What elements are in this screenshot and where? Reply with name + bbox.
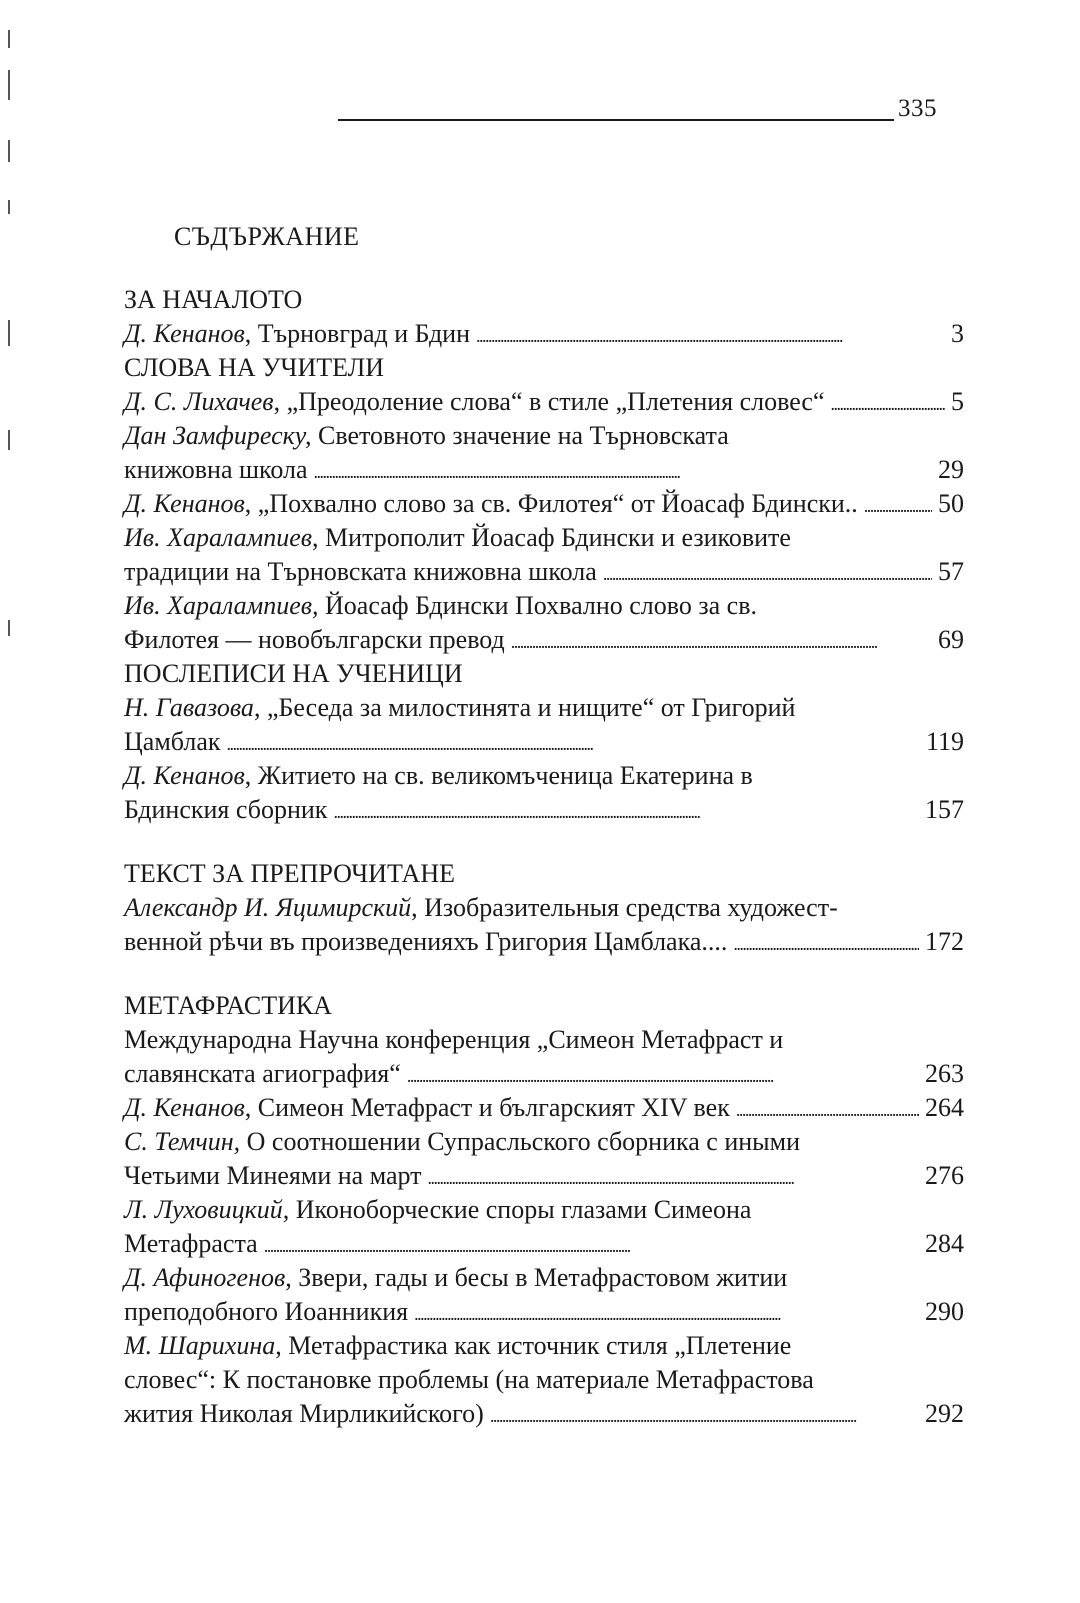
entry-text: Ив. Харалампиев, Митрополит Йоасаф Бдински и езиковите [124, 523, 791, 552]
dot-leader [733, 925, 919, 961]
entry-author: Ив. Харалампиев, [124, 591, 319, 620]
toc-entry [124, 1091, 964, 1125]
scan-edge-marks [4, 0, 14, 1603]
toc-entry-line [124, 691, 964, 725]
toc-entry [124, 1329, 964, 1431]
entry-author: Л. Луховицкий, [124, 1195, 290, 1224]
toc-entry-line [124, 891, 964, 925]
toc-entry [124, 691, 964, 759]
dot-leader [227, 725, 920, 761]
toc-entry [124, 759, 964, 827]
toc-entry [124, 487, 964, 521]
toc-entry [124, 419, 964, 487]
entry-text: Международна Научна конференция „Симеон Метафраст и [124, 1025, 784, 1054]
dot-leader [736, 1091, 919, 1127]
entry-author: Д. Кенанов [124, 761, 245, 790]
dot-leader [407, 1057, 919, 1093]
entry-page-number: 157 [925, 795, 964, 824]
entry-text: М. Шарихина, Метафрастика как источник стиля „Плетение [124, 1331, 792, 1360]
toc-entry-line [124, 793, 964, 827]
toc-entry-line [124, 1363, 964, 1397]
entry-author: Д. С. Лихачев [124, 387, 274, 416]
toc-entry-line [124, 1159, 964, 1193]
toc-entry [124, 385, 964, 419]
section-heading: ЗА НАЧАЛОТО [124, 285, 303, 314]
entry-text: Бдинския сборник [124, 795, 328, 824]
dot-leader [511, 623, 932, 659]
dot-leader [831, 385, 945, 421]
entry-text: Д. Кенанов, „Похвално слово за св. Филотея“ от Йоасаф Бдински.. [124, 489, 858, 518]
scan-mark [8, 30, 10, 48]
entry-author: С. Темчин, [124, 1127, 241, 1156]
section-gap [124, 827, 964, 857]
entry-page-number: 5 [951, 387, 964, 416]
entry-text: словес“: К постановке проблемы (на материале Метафрастова [124, 1365, 814, 1394]
entry-page-number: 57 [938, 557, 964, 586]
toc-entry-line [124, 925, 964, 959]
toc-entry [124, 589, 964, 657]
entry-text: Д. Кенанов, Житието на св. великомъченица Екатерина в [124, 761, 753, 790]
entry-author: Д. Кенанов [124, 319, 245, 348]
toc-entry [124, 317, 964, 351]
entry-text: С. Темчин, О соотношении Супрасльского сборника с иными [124, 1127, 800, 1156]
toc-entry-line [124, 1295, 964, 1329]
toc-entry [124, 891, 964, 959]
dot-leader [864, 487, 932, 523]
toc-entry-line [124, 1397, 964, 1431]
entry-text: Метафраста [124, 1229, 258, 1258]
scan-mark [8, 200, 10, 214]
page-number: 335 [898, 95, 937, 122]
entry-text: Ив. Харалампиев, Йоасаф Бдински Похвално слово за св. [124, 591, 757, 620]
entry-text: жития Николая Мирликийского) [124, 1399, 484, 1428]
dot-leader [603, 555, 932, 591]
entry-page-number: 50 [938, 489, 964, 518]
entry-text: Дан Замфиреску, Световното значение на Търновската [124, 421, 729, 450]
section-heading: МЕТАФРАСТИКА [124, 991, 332, 1020]
toc-entry-line [124, 1023, 964, 1057]
toc-entry-line [124, 1329, 964, 1363]
entry-author: Дан Замфиреску, [124, 421, 312, 450]
entry-page-number: 290 [925, 1297, 964, 1326]
entry-text: традиции на Търновската книжовна школа [124, 557, 597, 586]
dot-leader [264, 1227, 919, 1263]
entry-text: славянската агиография“ [124, 1059, 401, 1088]
section-gap [124, 959, 964, 989]
entry-page-number: 276 [925, 1161, 964, 1190]
entry-page-number: 3 [951, 319, 964, 348]
entry-text: Л. Луховицкий, Иконоборческие споры глазами Симеона [124, 1195, 752, 1224]
entry-page-number: 263 [925, 1059, 964, 1088]
section-heading: ПОСЛЕПИСИ НА УЧЕНИЦИ [124, 659, 463, 688]
entry-page-number: 172 [925, 927, 964, 956]
toc-entry-line [124, 317, 964, 351]
entry-text: Д. С. Лихачев, „Преодоление слова“ в стиле „Плетения словес“ [124, 387, 825, 416]
dot-leader [414, 1295, 919, 1331]
entry-text: Д. Кенанов, Симеон Метафраст и българският XIV век [124, 1093, 730, 1122]
toc-entry-line [124, 1091, 964, 1125]
toc-entry-line [124, 623, 964, 657]
toc-entry-line [124, 487, 964, 521]
header-rule [338, 119, 894, 121]
toc-title: СЪДЪРЖАНИЕ [174, 222, 360, 251]
dot-leader [476, 317, 945, 353]
toc-entry [124, 1023, 964, 1091]
dot-leader [490, 1397, 919, 1433]
entry-author: Д. Кенанов [124, 489, 245, 518]
entry-author: Д. Кенанов [124, 1093, 245, 1122]
entry-text: Александр И. Яцимирский, Изобразительныя средства художест- [124, 893, 838, 922]
scan-mark [8, 620, 10, 636]
toc-entry [124, 521, 964, 589]
scan-mark [8, 430, 10, 450]
entry-text: Д. Кенанов, Търновград и Бдин [124, 319, 470, 348]
entry-author: Александр И. Яцимирский [124, 893, 412, 922]
toc-entry-line [124, 555, 964, 589]
toc-entry-line [124, 1057, 964, 1091]
entry-text: Четьими Минеями на март [124, 1161, 422, 1190]
toc-entry-line [124, 1261, 964, 1295]
entry-text: Цамблак [124, 727, 221, 756]
section-heading: ТЕКСТ ЗА ПРЕПРОЧИТАНЕ [124, 859, 455, 888]
toc-entry-line [124, 1227, 964, 1261]
entry-text: книжовна школа [124, 455, 308, 484]
toc-entry-line [124, 453, 964, 487]
entry-author: М. Шарихина [124, 1331, 276, 1360]
entry-text: Д. Афиногенов, Звери, гады и бесы в Метафрастовом житии [124, 1263, 788, 1292]
dot-leader [428, 1159, 919, 1195]
entry-page-number: 119 [925, 727, 964, 756]
entry-text: Н. Гавазова, „Беседа за милостинята и нищите“ от Григорий [124, 693, 796, 722]
dot-leader [314, 453, 932, 489]
entry-author: Д. Афиногенов [124, 1263, 286, 1292]
entry-page-number: 264 [925, 1093, 964, 1122]
toc-entry-line [124, 759, 964, 793]
toc-entry-line [124, 1125, 964, 1159]
scan-mark [8, 140, 10, 162]
dot-leader [333, 793, 919, 829]
section-heading: СЛОВА НА УЧИТЕЛИ [124, 353, 385, 382]
entry-page-number: 292 [925, 1399, 964, 1428]
toc-entry [124, 1193, 964, 1261]
entry-text: Филотея — новобългарски превод [124, 625, 505, 654]
toc-entry-line [124, 1193, 964, 1227]
entry-page-number: 69 [938, 625, 964, 654]
toc-entry [124, 1261, 964, 1329]
entry-text: венной рѣчи въ произведенияхъ Григория Цамблака.... [124, 927, 728, 956]
entry-author: Н. Гавазова [124, 693, 254, 722]
scan-mark [8, 70, 10, 100]
toc-entry-line [124, 589, 964, 623]
entry-text: преподобного Иоанникия [124, 1297, 409, 1326]
toc-entry-line [124, 385, 964, 419]
entry-page-number: 29 [938, 455, 964, 484]
toc-entry [124, 1125, 964, 1193]
table-of-contents [124, 283, 964, 1431]
scan-mark [8, 320, 10, 346]
toc-entry-line [124, 725, 964, 759]
entry-page-number: 284 [925, 1229, 964, 1258]
toc-entry-line [124, 521, 964, 555]
entry-author: Ив. Харалампиев [124, 523, 313, 552]
toc-entry-line [124, 419, 964, 453]
